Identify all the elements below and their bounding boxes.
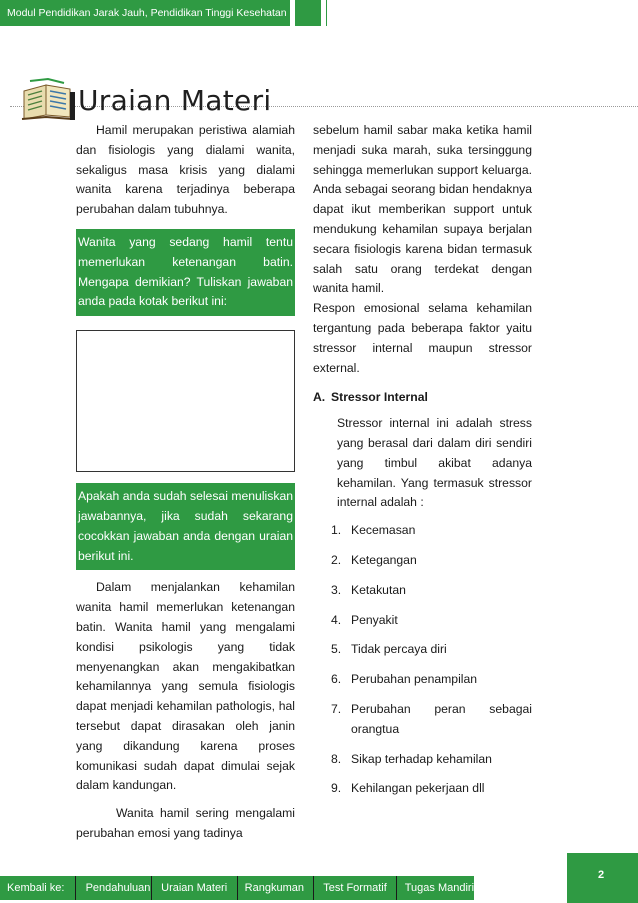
nav-link-test-formatif[interactable]: Test Formatif [323,882,387,894]
header-accent-square [295,0,321,26]
list-item: 7. Perubahan peran sebagai orangtua [331,701,532,736]
check-prompt: Apakah anda sudah selesai menuliskan jawabannya, jika sudah sekarang cocokkan jawaban anda dengan uraian berikut ini. [76,483,295,570]
subsection-title: Stressor Internal [331,390,428,405]
header-accent-line [326,0,327,26]
stressor-list [331,521,532,799]
left-column [76,121,295,844]
title-accent-bar [70,92,75,120]
list-item: 5. Tidak percaya diri [331,642,447,657]
footer-nav [0,876,474,900]
nav-separator [151,876,152,900]
intro-paragraph: Hamil merupakan peristiwa alamiah dan fisiologis yang dialami wanita, sekaligus masa krisis yang dialami wanita karena terjadinya beberapa perubahan dalam tubuhnya. [76,123,295,217]
question-prompt: Wanita yang sedang hamil tentu memerlukan ketenangan batin. Mengapa demikian? Tuliskan jawaban anda pada kotak berikut ini: [76,229,295,316]
section-title: Uraian Materi [78,84,272,117]
subsection-heading [313,388,532,408]
nav-separator [75,876,76,900]
subsection-letter: A. [313,390,326,405]
page-number: 2 [567,853,638,903]
nav-link-pendahuluan[interactable]: Pendahuluan [85,882,151,894]
answer-box[interactable] [76,330,295,472]
subsection-paragraph: Stressor internal ini adalah stress yang berasal dari dalam diri sendiri yang timbul akibat adanya kehamilan. Yang termasuk stressor internal adalah : [337,416,532,510]
open-book-icon [20,77,74,121]
body-paragraph: Respon emosional selama kehamilan tergantung pada beberapa faktor yaitu stressor internal maupun stressor external. [313,301,532,375]
nav-separator [313,876,314,900]
list-item: 8. Sikap terhadap kehamilan [331,751,492,766]
nav-link-uraian-materi[interactable]: Uraian Materi [161,882,228,894]
list-item: 2. Ketegangan [331,552,417,567]
body-paragraph: sebelum hamil sabar maka ketika hamil menjadi suka marah, suka tersinggung sehingga memerlukan support keluarga. Anda sebagai seorang bidan hendaknya dapat ikut memberikan support untuk mendukung kehamilan supaya berjalan secara fisiologis karena bidan termasuk salah satu orang terdekat dengan wanita hamil. [313,123,532,296]
list-item: 4. Penyakit [331,612,398,627]
nav-link-tugas-mandiri[interactable]: Tugas Mandiri [404,882,475,894]
right-column [313,121,532,809]
nav-back-label: Kembali ke: [7,882,65,894]
module-header: Modul Pendidikan Jarak Jauh, Pendidikan Tinggi Kesehatan [0,0,290,26]
list-item: 3. Ketakutan [331,582,406,597]
body-paragraph-continued: Wanita hamil sering mengalami perubahan emosi yang tadinya [76,806,295,840]
list-item: 6. Perubahan penampilan [331,672,478,687]
nav-separator [237,876,238,900]
list-item: 1. Kecemasan [331,523,416,538]
nav-separator [396,876,397,900]
body-paragraph: Dalam menjalankan kehamilan wanita hamil memerlukan ketenangan batin. Wanita hamil yang mengalami kondisi psikologis yang tidak menyenangkan akan mengakibatkan kehamilannya yang semula fisiologis dapat menjadi kehamilan pathologis, hal tersebut dapat dirasakan oleh janin yang dikandung karena proses komunikasi sudah dapat dimulai sejak dalam kandungan. [76,580,295,793]
nav-link-rangkuman[interactable]: Rangkuman [244,882,304,894]
list-item: 9. Kehilangan pekerjaan dll [331,781,485,796]
